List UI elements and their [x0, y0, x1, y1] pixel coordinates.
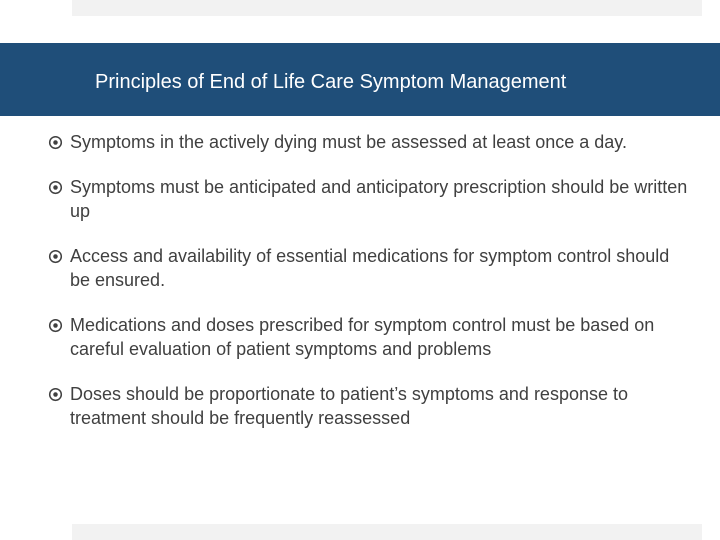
- bullet-text: Symptoms must be anticipated and anticipatory prescription should be written up: [70, 177, 688, 221]
- bullet-item: [48, 175, 688, 223]
- bullet-item: [48, 313, 688, 361]
- bullet-list: [48, 130, 688, 451]
- circled-dot-icon: [48, 318, 63, 333]
- bullet-item: [48, 130, 688, 154]
- bullet-text: Medications and doses prescribed for symptom control must be based on careful evaluation of patient symptoms and problems: [70, 315, 655, 359]
- top-decorative-strip: [72, 0, 702, 16]
- bullet-item: [48, 244, 688, 292]
- circled-dot-icon: [48, 387, 63, 402]
- bullet-text: Access and availability of essential medications for symptom control should be ensured.: [70, 246, 670, 290]
- bullet-item: [48, 382, 688, 430]
- bottom-decorative-strip: [72, 524, 702, 540]
- circled-dot-icon: [48, 135, 63, 150]
- slide-title: Principles of End of Life Care Symptom Management: [95, 71, 567, 93]
- bullet-text: Doses should be proportionate to patient’s symptoms and response to treatment should be frequently reassessed: [70, 384, 628, 428]
- circled-dot-icon: [48, 180, 63, 195]
- bullet-text: Symptoms in the actively dying must be assessed at least once a day.: [70, 132, 627, 152]
- circled-dot-icon: [48, 249, 63, 264]
